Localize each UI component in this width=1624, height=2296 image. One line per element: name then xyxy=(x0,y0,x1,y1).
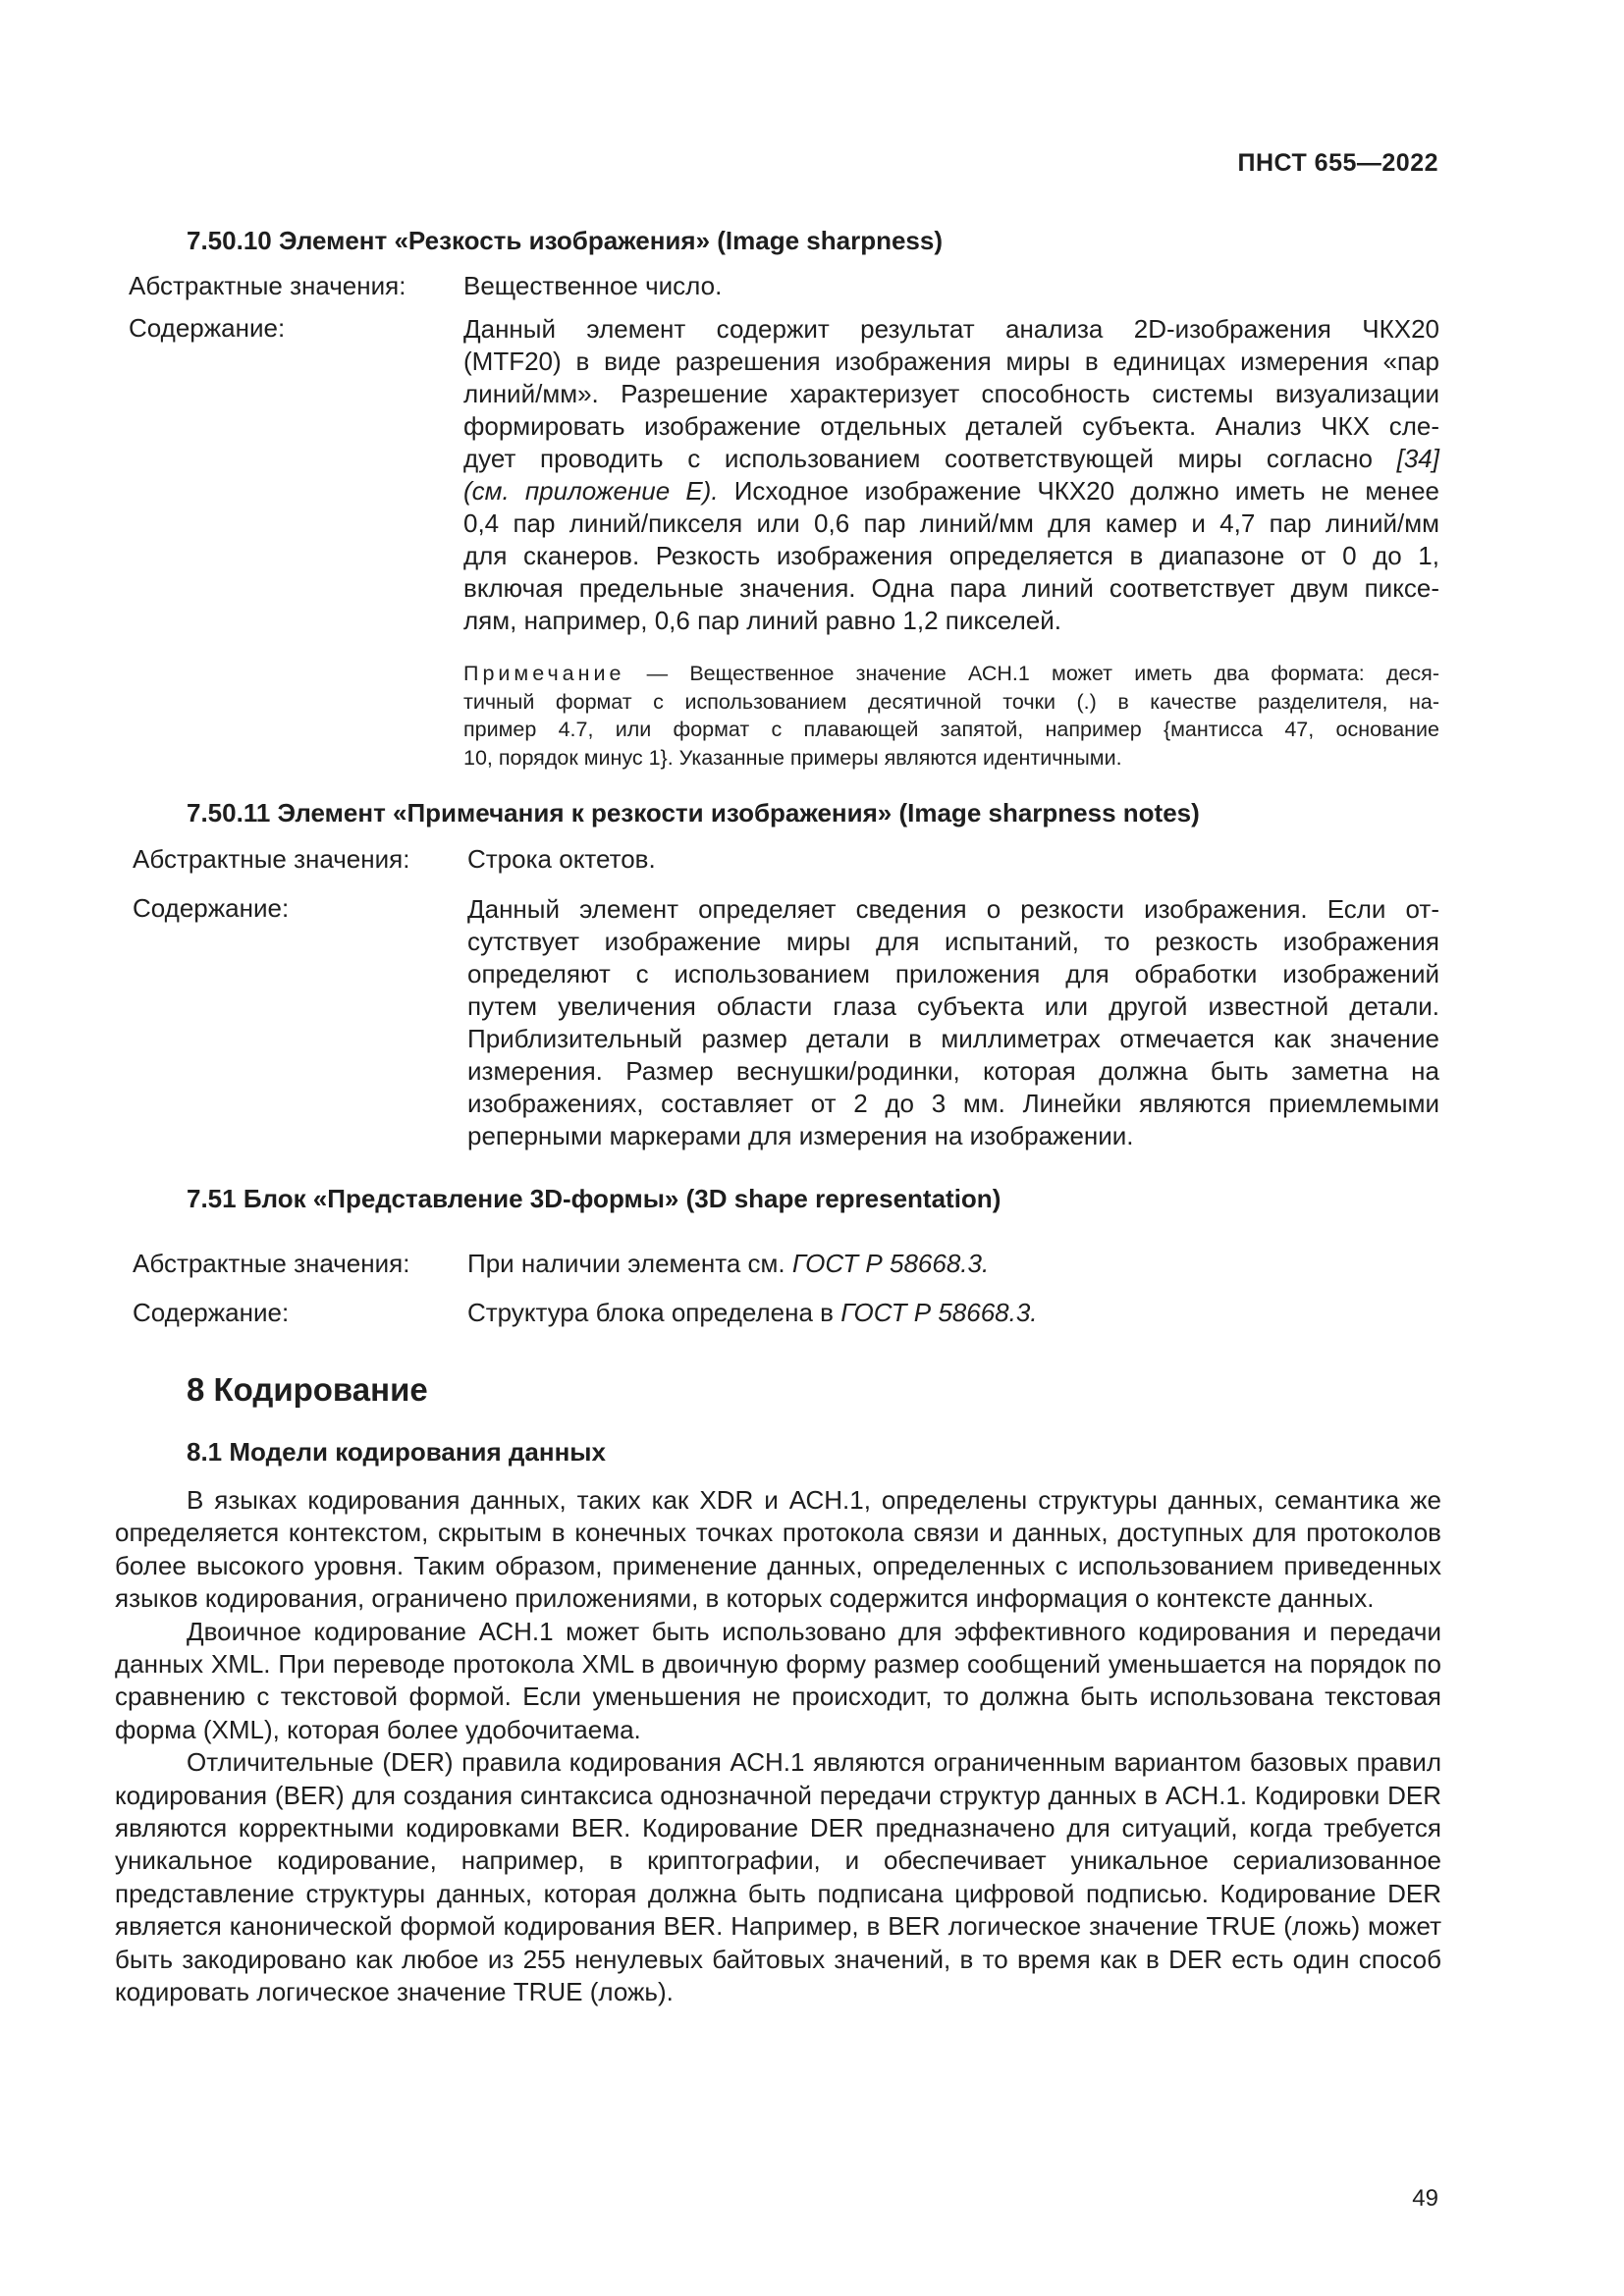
abstract-values-text: Вещественное число. xyxy=(463,271,723,300)
content-line: 0,4 пар линий/пикселя или 0,6 пар линий/мм для камер и 4,7 пар линий/мм xyxy=(463,508,1439,538)
content-line: Данный элемент определяет сведения о резкости изображения. Если от- xyxy=(467,894,1439,924)
content-line: измерения. Размер веснушки/родинки, которая должна быть заметна на xyxy=(467,1056,1439,1086)
content-label: Содержание: xyxy=(133,893,290,923)
content-text xyxy=(467,1298,1038,1328)
abstract-values-text xyxy=(467,1249,989,1279)
reference-34: [34] xyxy=(1396,444,1439,473)
note-line: 10, порядок минус 1}. Указанные примеры являются идентичными. xyxy=(463,745,1122,770)
section-7-50-11-heading: 7.50.11 Элемент «Примечания к резкости изображения» (Image sharpness notes) xyxy=(187,798,1200,828)
section-8-1-body xyxy=(115,1484,1441,2009)
gost-reference: ГОСТ Р 58668.3. xyxy=(840,1298,1038,1327)
section-7-50-10-heading: 7.50.10 Элемент «Резкость изображения» (Image sharpness) xyxy=(187,226,943,255)
content-line: определяют с использованием приложения для обработки изображений xyxy=(467,959,1439,988)
abstract-values-prefix: При наличии элемента см. xyxy=(467,1249,785,1278)
content-line: изображениях, составляет от 2 до 3 мм. Линейки являются приемлемыми xyxy=(467,1089,1439,1118)
content-line: сутствует изображение миры для испытаний, то резкость изображения xyxy=(467,927,1439,956)
content-text xyxy=(463,313,1439,637)
content-line: реперными маркерами для измерения на изображении. xyxy=(467,1121,1134,1150)
content-line: Приблизительный размер детали в миллиметрах отмечается как значение xyxy=(467,1024,1439,1053)
content-text xyxy=(467,893,1439,1152)
paragraph: Отличительные (DER) правила кодирования АСН.1 являются ограниченным вариантом базовых правил кодирования (BER) для создания синтаксиса однозначной передачи структур данных в АСН.1. Кодировки DER являются корректными кодировками BER. Кодирование DER предназначено для ситуаций, когда требуется уникальное кодирование, например, в криптографии, и обеспечивает уникальное сериализованное представление структуры данных, которая должна быть подписана цифровой подписью. Кодирование DER является канонической формой кодирования BER. Например, в BER логическое значение TRUE (ложь) может быть закодировано как любое из 255 ненулевых байтовых значений, в то время как в DER есть один способ кодировать логическое значение TRUE (ложь). xyxy=(115,1747,1441,2007)
section-8-heading: 8 Кодирование xyxy=(187,1371,428,1408)
abstract-values-text: Строка октетов. xyxy=(467,844,656,874)
annex-reference: (см. приложение Е). xyxy=(463,476,719,506)
content-line: формировать изображение отдельных деталей субъекта. Анализ ЧКХ сле- xyxy=(463,411,1439,441)
note-line: тичный формат с использованием десятичной точки (.) в качестве разделителя, на- xyxy=(463,689,1439,714)
page-number: 49 xyxy=(1412,2185,1438,2212)
content-line xyxy=(463,475,1439,507)
content-label: Содержание: xyxy=(133,1298,290,1327)
abstract-values-label: Абстрактные значения: xyxy=(133,1249,410,1278)
paragraph: Двоичное кодирование АСН.1 может быть использовано для эффективного кодирования и передачи данных XML. При переводе протокола XML в двоичную форму размер сообщений уменьшается на порядок по сравнению с текстовой формой. Если уменьшения не происходит, то должна быть использована текстовая форма (XML), которая более удобочитаема. xyxy=(115,1616,1441,1744)
content-label: Содержание: xyxy=(129,313,286,343)
content-line: линий/мм». Разрешение характеризует способность системы визуализации xyxy=(463,379,1439,408)
content-line: (MTF20) в виде разрешения изображения миры в единицах измерения «пар xyxy=(463,347,1439,376)
abstract-values-label: Абстрактные значения: xyxy=(133,844,410,874)
content-line-with-ref xyxy=(463,443,1439,475)
content-line: для сканеров. Резкость изображения определяется в диапазоне от 0 до 1, xyxy=(463,541,1439,570)
abstract-values-label: Абстрактные значения: xyxy=(129,271,406,300)
note-line xyxy=(463,660,1439,688)
section-8-1-heading: 8.1 Модели кодирования данных xyxy=(187,1437,606,1467)
note-block xyxy=(463,660,1439,772)
content-line: лям, например, 0,6 пар линий равно 1,2 пикселей. xyxy=(463,606,1061,635)
content-line: путем увеличения области глаза субъекта или другой известной детали. xyxy=(467,991,1439,1021)
content-line: Данный элемент содержит результат анализа 2D-изображения ЧКХ20 xyxy=(463,314,1439,344)
note-lead: Примечание xyxy=(463,662,625,685)
note-line-text: — Вещественное значение АСН.1 может иметь два формата: деся- xyxy=(646,662,1439,685)
gost-reference: ГОСТ Р 58668.3. xyxy=(791,1249,990,1278)
content-prefix: Структура блока определена в xyxy=(467,1298,834,1327)
content-line-part: дует проводить с использованием соответствующей миры согласно xyxy=(463,444,1373,473)
content-line: включая предельные значения. Одна пара линий соответствует двум пиксе- xyxy=(463,573,1439,603)
note-line: пример 4.7, или формат с плавающей запятой, например {мантисса 47, основание xyxy=(463,718,1439,741)
document-code: ПНСТ 655—2022 xyxy=(1237,149,1438,177)
paragraph: В языках кодирования данных, таких как XDR и АСН.1, определены структуры данных, семантика же определяется контекстом, скрытым в конечных точках протокола связи и данных, доступных для протоколов более высокого уровня. Таким образом, применение данных, определенных с использованием приведенных языков кодирования, ограничено приложениями, в которых содержится информация о контексте данных. xyxy=(115,1485,1441,1614)
content-line-part: Исходное изображение ЧКХ20 должно иметь не менее xyxy=(733,476,1439,506)
section-7-51-heading: 7.51 Блок «Представление 3D-формы» (3D shape representation) xyxy=(187,1184,1001,1213)
